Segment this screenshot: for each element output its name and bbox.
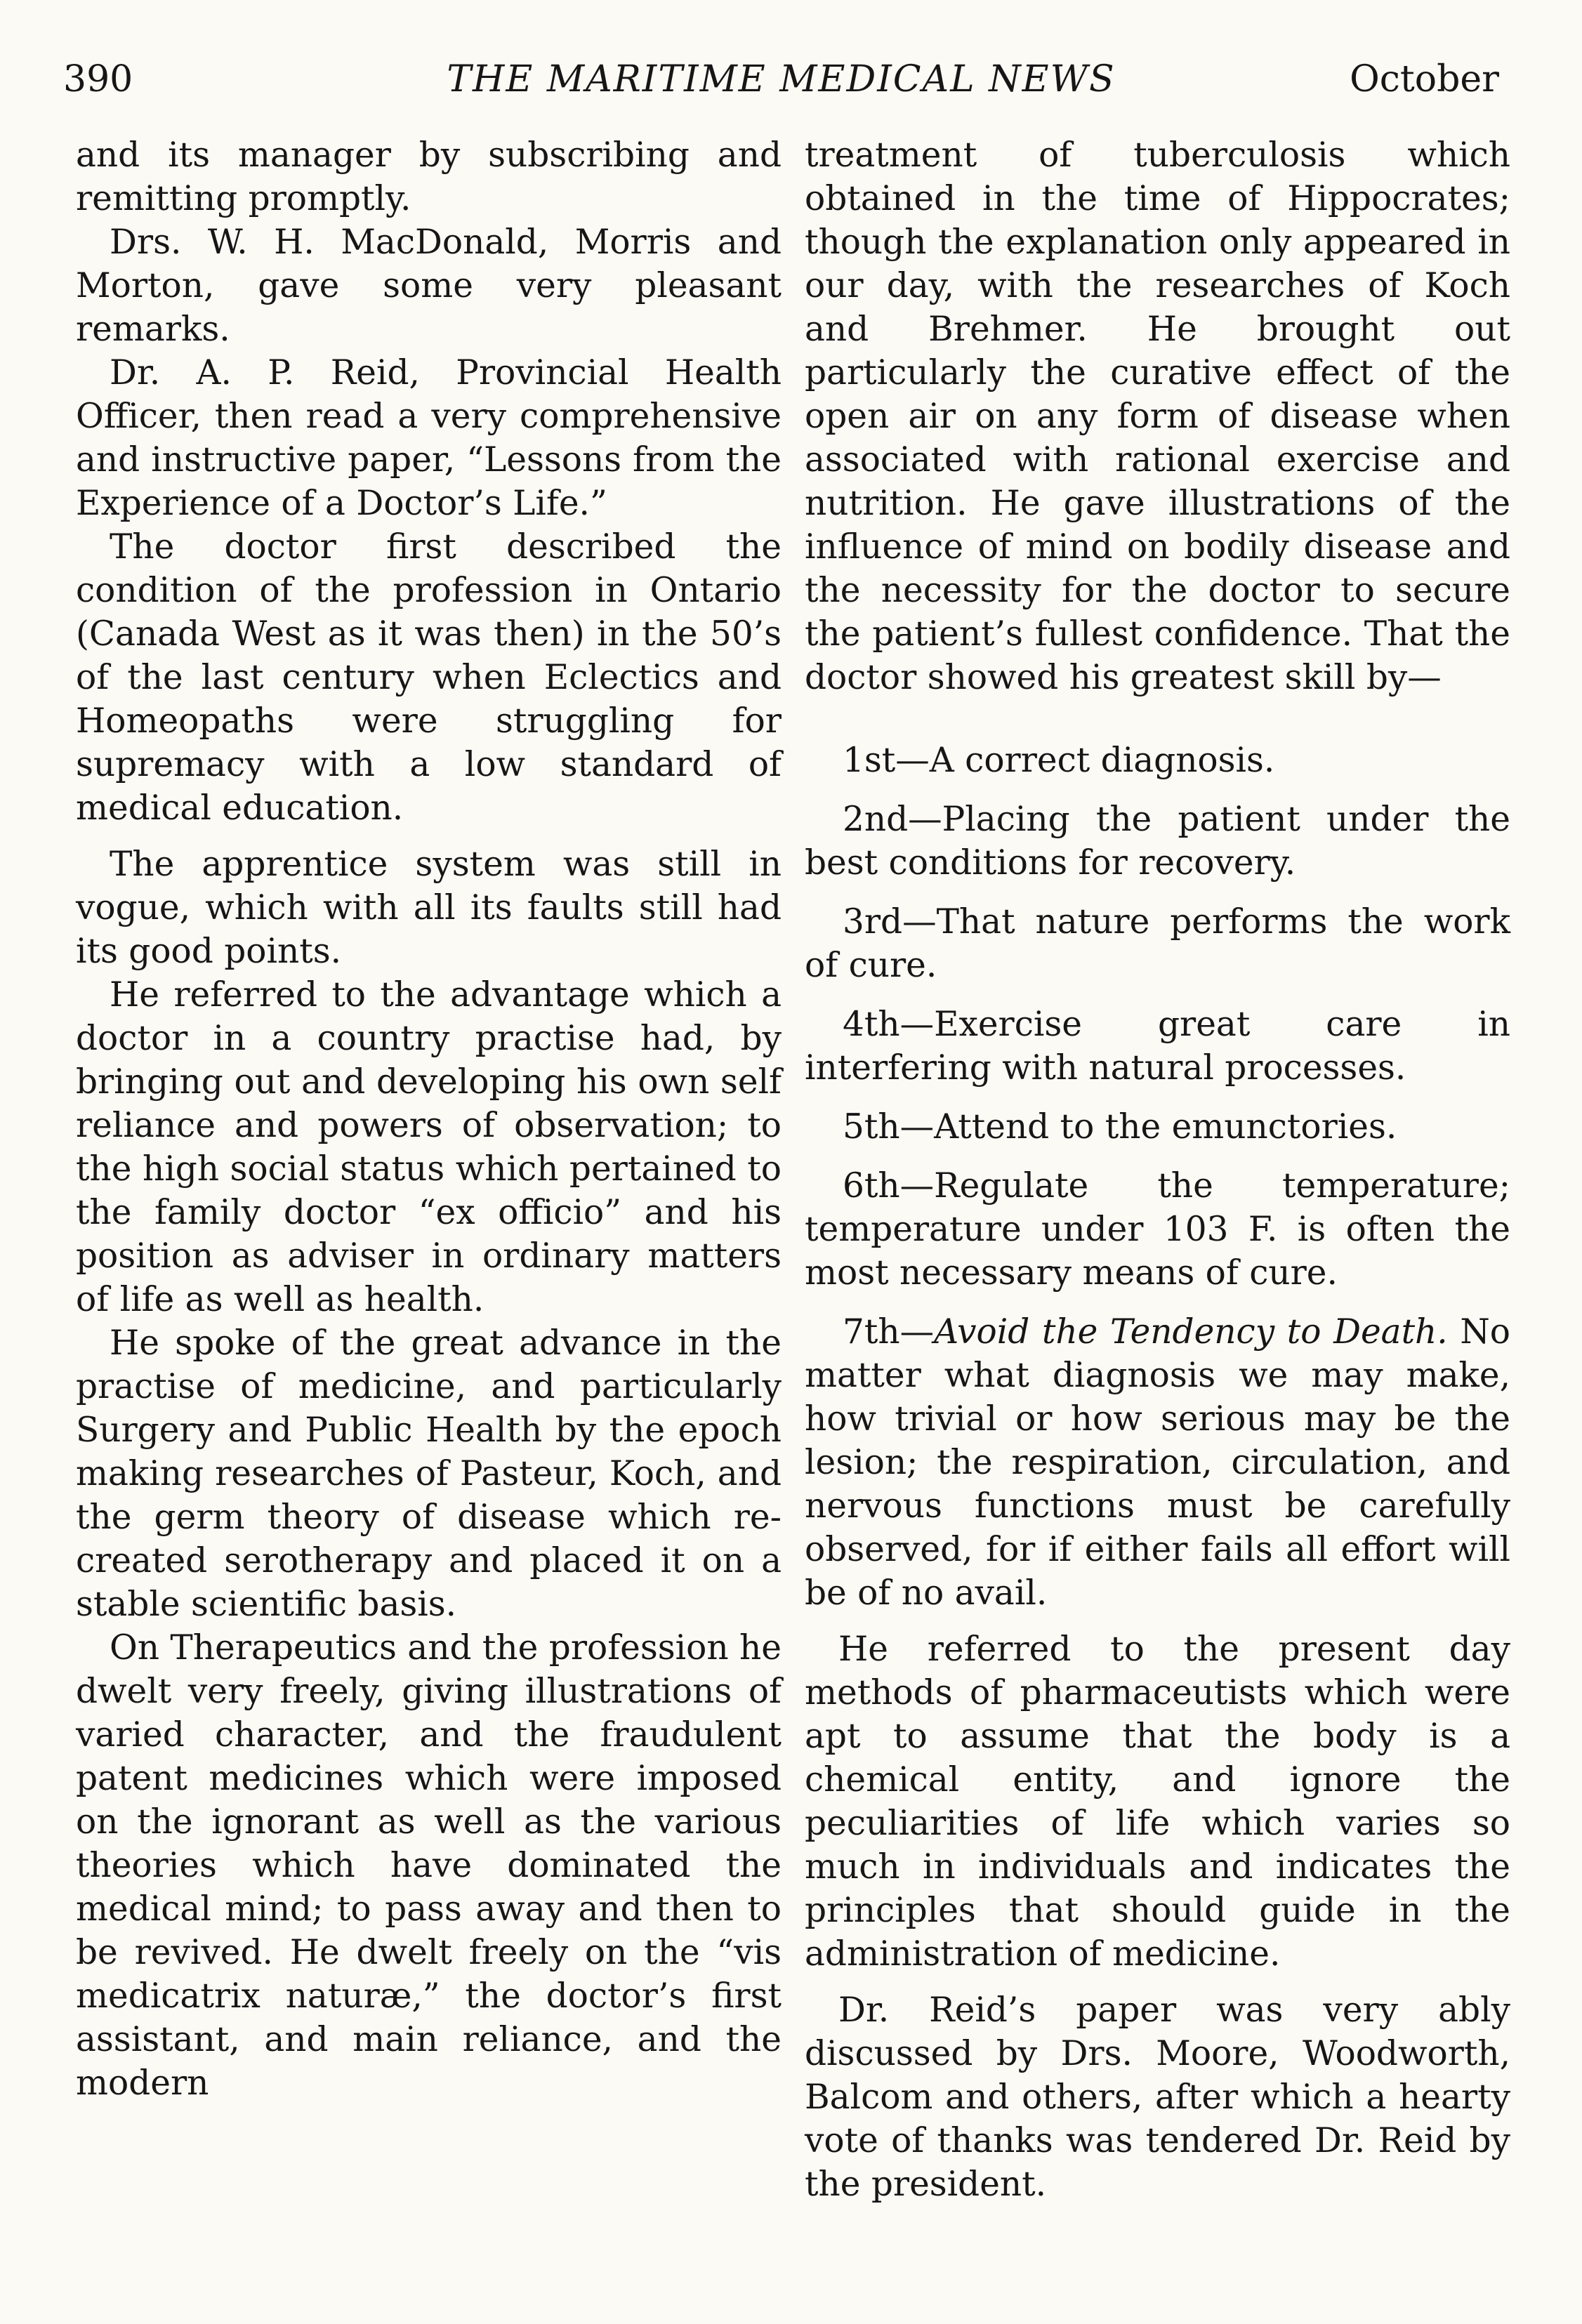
list-item: 2nd—Placing the patient under the best conditions for recovery. <box>805 800 1510 883</box>
left-column <box>76 133 782 2105</box>
numbered-list <box>805 739 1510 1615</box>
list-item <box>805 1310 1510 1615</box>
list-item-prefix: 7th— <box>843 1312 935 1352</box>
running-header <box>63 53 1499 105</box>
list-item-text: No matter what diagnosis we may make, how trivial or how serious may be the lesion; the respiration, circulation, and nervous functions must be carefully observed, for if either fails all effort will be of no avail. <box>805 1312 1510 1613</box>
paragraph: He spoke of the great advance in the practise of medicine, and particularly Surgery and Public Health by the epoch making researches of Pasteur, Koch, and the germ theory of disease which re-created serotherapy and placed it on a stable scientific basis. <box>76 1323 782 1624</box>
issue-month: October <box>1350 58 1499 100</box>
paragraph: He referred to the present day methods of pharmaceutists which were apt to assume that the body is a chemical entity, and ignore the peculiarities of life which varies so much in individuals and indicates the principles that should guide in the administration of medicine. <box>805 1630 1510 1974</box>
page-number: 390 <box>63 58 133 100</box>
list-item: 1st—A correct diagnosis. <box>843 741 1275 780</box>
journal-title: THE MARITIME MEDICAL NEWS <box>447 58 1116 100</box>
paragraph: and its manager by subscribing and remitting promptly. <box>76 136 782 218</box>
list-item: 6th—Regulate the temperature; temperature under 103 F. is often the most necessary means of cure. <box>805 1166 1510 1293</box>
paragraph: The doctor first described the condition of the profession in Ontario (Canada West as it was then) in the 50’s of the last century when Eclectics and Homeopaths were struggling for supremacy with a low standard of medical education. <box>76 527 782 828</box>
paragraph: Dr. A. P. Reid, Provincial Health Officer, then read a very comprehensive and instructive paper, “Lessons from the Experience of a Doctor’s Life.” <box>76 353 782 523</box>
list-item: 3rd—That nature performs the work of cure. <box>805 902 1510 985</box>
list-item: 4th—Exercise great care in interfering with natural processes. <box>805 1005 1510 1088</box>
italic-heading: Avoid the Tendency to Death. <box>934 1312 1448 1352</box>
right-column <box>805 133 1510 2206</box>
paragraph: treatment of tuberculosis which obtained in the time of Hippocrates; though the explanation only appeared in our day, with the researches of Koch and Brehmer. He brought out particularly the curative effect of the open air on any form of disease when associated with rational exercise and nutrition. He gave illustrations of the influence of mind on bodily disease and the necessity for the doctor to secure the patient’s fullest confidence. That the doctor showed his greatest skill by— <box>805 136 1510 697</box>
paragraph: He referred to the advantage which a doctor in a country practise had, by bringing out and developing his own self reliance and powers of observation; to the high social status which pertained to the family doctor “ex officio” and his position as adviser in ordinary matters of life as well as health. <box>76 975 782 1319</box>
paragraph: On Therapeutics and the profession he dwelt very freely, giving illustrations of varied character, and the fraudulent patent medicines which were imposed on the ignorant as well as the various theories which have dominated the medical mind; to pass away and then to be revived. He dwelt freely on the “vis medicatrix naturæ,” the doctor’s first assistant, and main reliance, and the modern <box>76 1628 782 2103</box>
paragraph: Dr. Reid’s paper was very ably discussed by Drs. Moore, Woodworth, Balcom and others, after which a hearty vote of thanks was tendered Dr. Reid by the president. <box>805 1990 1510 2204</box>
list-item: 5th—Attend to the emunctories. <box>843 1107 1397 1147</box>
paragraph: The apprentice system was still in vogue, which with all its faults still had its good points. <box>76 845 782 971</box>
paragraph: Drs. W. H. MacDonald, Morris and Morton, gave some very pleasant remarks. <box>76 223 782 349</box>
